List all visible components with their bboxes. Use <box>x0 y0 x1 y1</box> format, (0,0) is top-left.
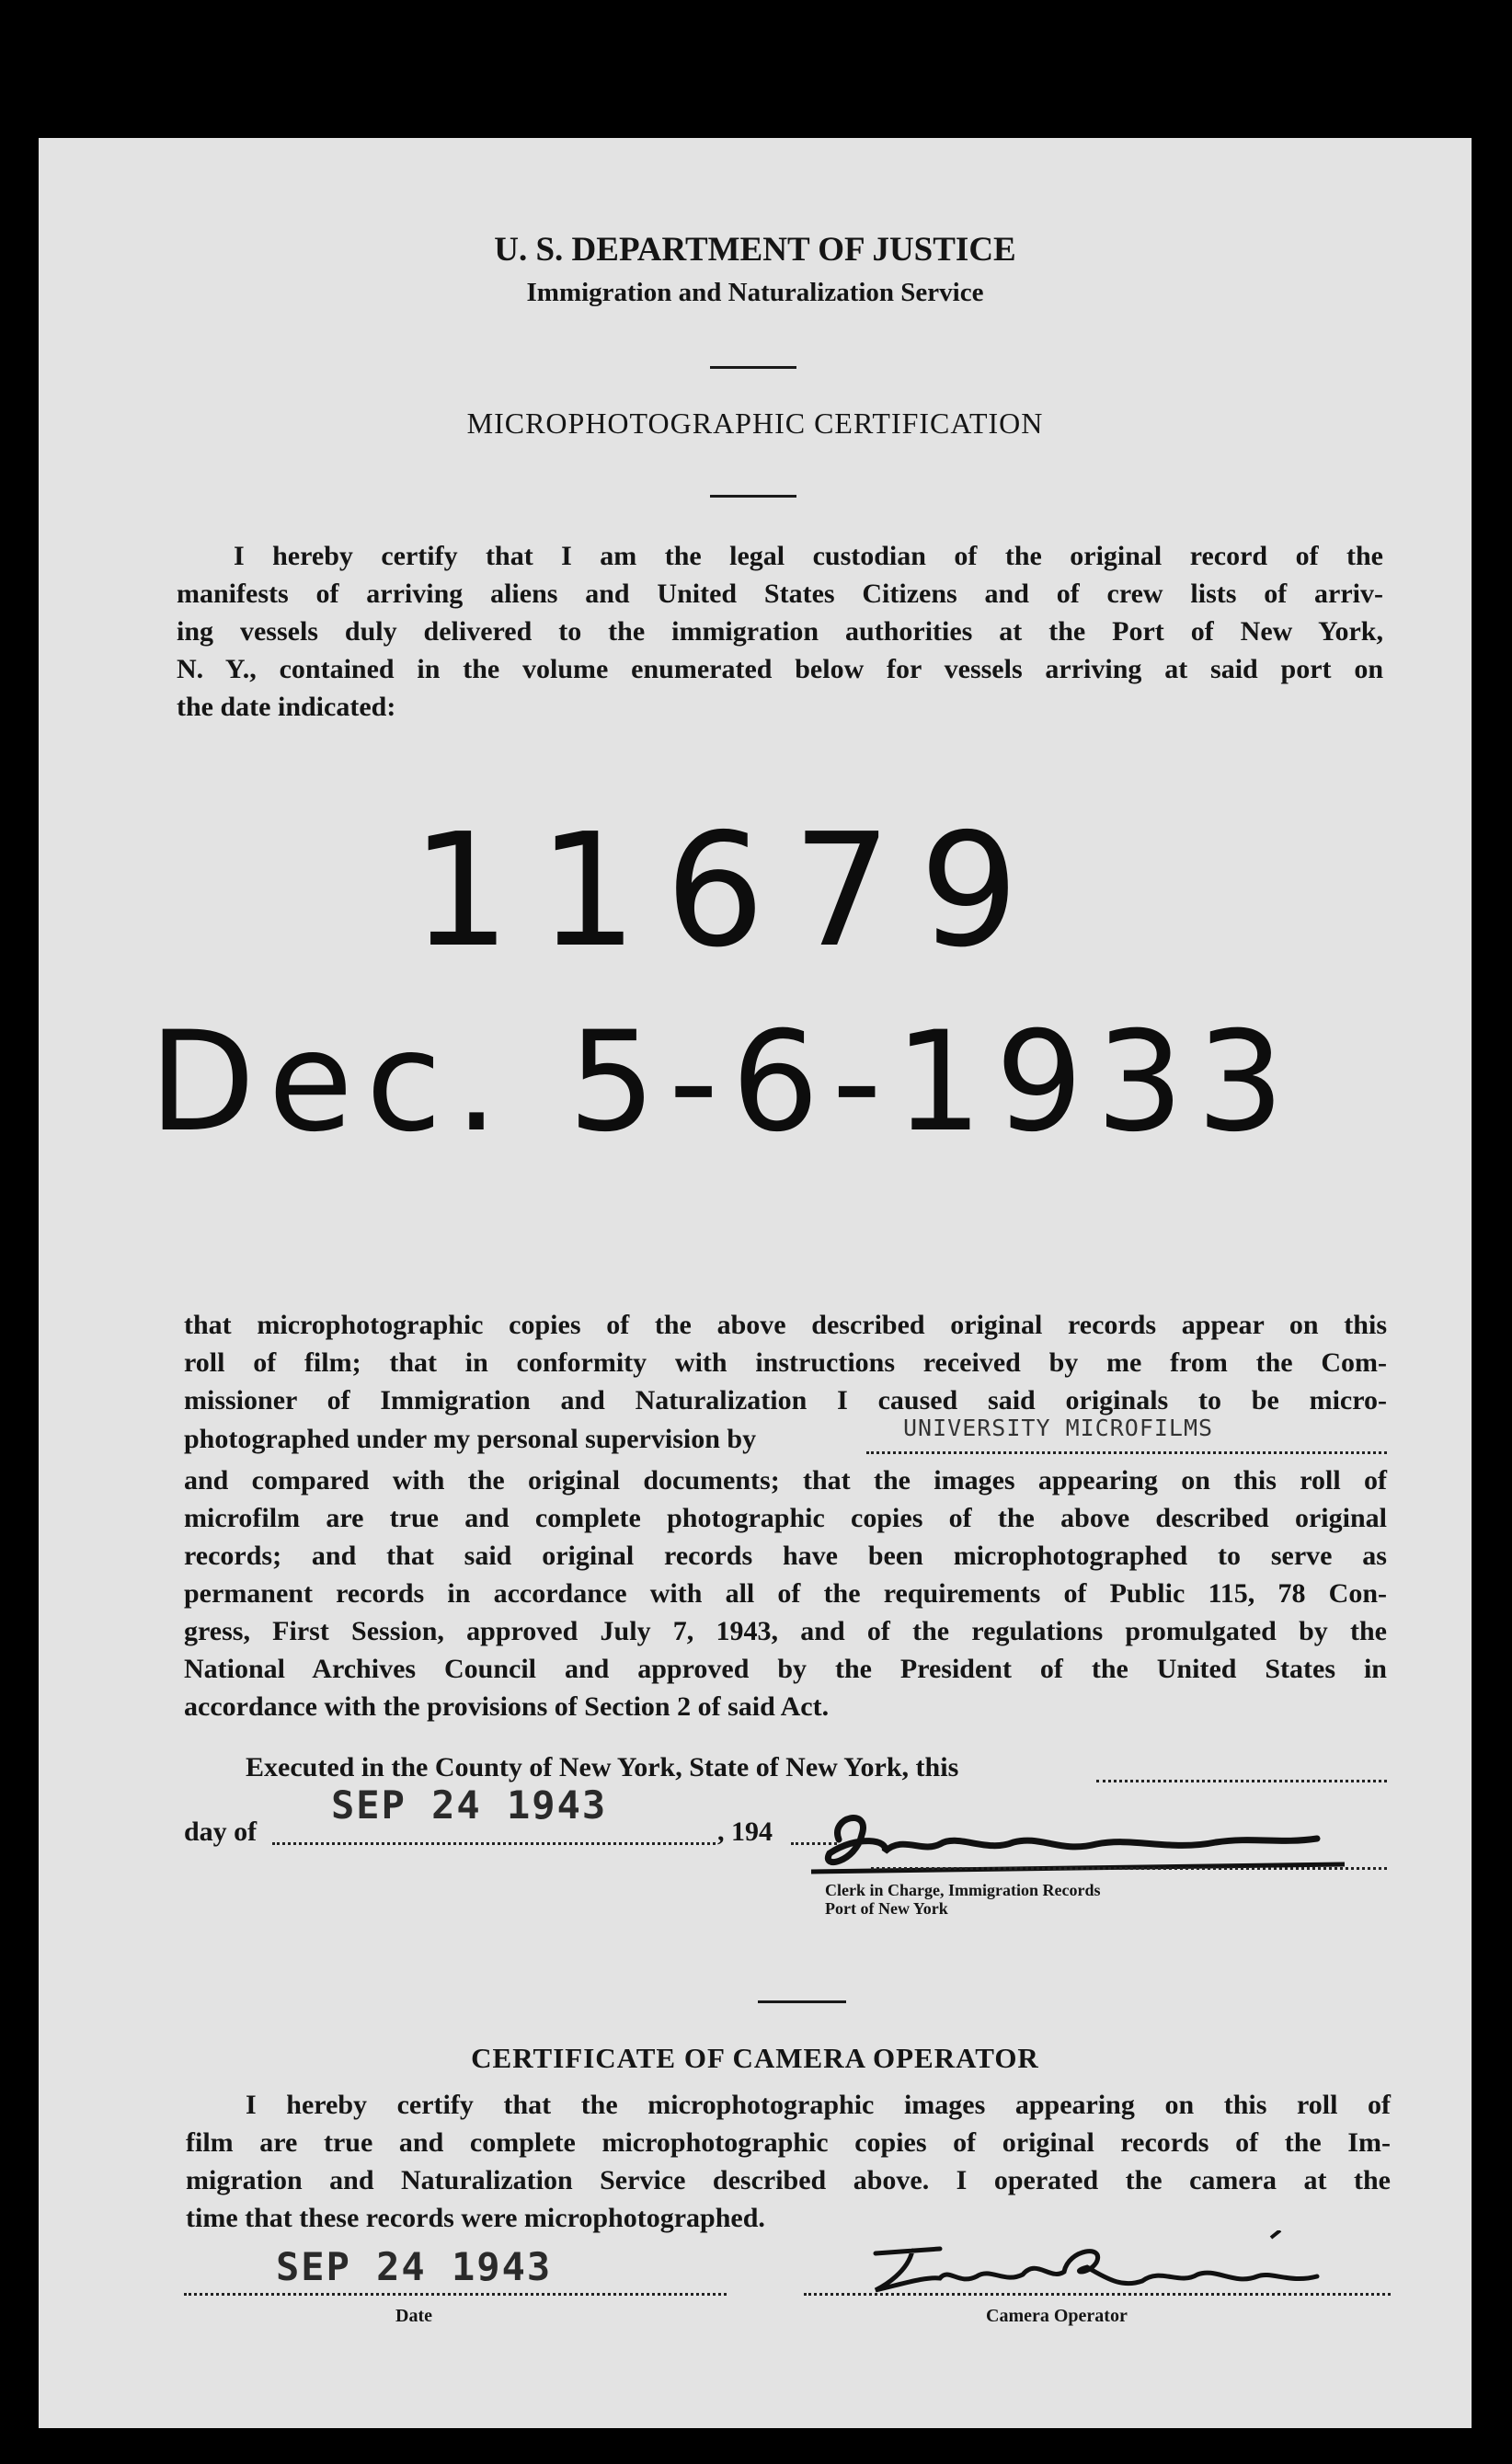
signature-line <box>871 1867 1387 1870</box>
date-stamp: SEP 24 1943 <box>331 1782 608 1828</box>
intro-paragraph <box>177 537 1383 575</box>
paragraph-line: I hereby certify that the microphotographic images appearing on this roll of <box>246 2090 1391 2120</box>
clerk-title: Clerk in Charge, Immigration Records <box>825 1881 1101 1899</box>
divider <box>710 366 796 369</box>
operator-paragraph-rest <box>186 2124 1391 2237</box>
paragraph-line: microfilm are true and complete photographic copies of the above described original <box>184 1503 1387 1533</box>
operator-date-stamp: SEP 24 1943 <box>276 2244 553 2289</box>
intro-paragraph-rest <box>177 575 1383 726</box>
camera-operator-label: Camera Operator <box>986 2306 1128 2326</box>
department-heading: U. S. DEPARTMENT OF JUSTICE <box>494 231 1016 269</box>
handwritten-date: Dec. 5-6-1933 <box>149 1003 1298 1163</box>
body-paragraph-start <box>184 1306 1387 1419</box>
camera-operator-title: CERTIFICATE OF CAMERA OPERATOR <box>471 2042 1039 2074</box>
service-subheading: Immigration and Naturalization Service <box>526 278 984 307</box>
handwritten-volume-number: 11679 <box>411 800 1047 982</box>
paragraph-line: time that these records were microphotographed. <box>186 2203 765 2233</box>
paragraph-line: roll of film; that in conformity with instructions received by me from the Com- <box>184 1347 1387 1378</box>
paragraph-line: N. Y., contained in the volume enumerated below for vessels arriving at said port on <box>177 654 1383 684</box>
execution-text: Executed in the County of New York, State of New York, this <box>246 1752 959 1782</box>
paragraph-line: records; and that said original records have been microphotographed to serve as <box>184 1541 1387 1571</box>
date-label: Date <box>395 2306 432 2326</box>
divider <box>710 495 796 498</box>
paragraph-line: permanent records in accordance with all of the requirements of Public 115, 78 Con- <box>184 1578 1387 1609</box>
paragraph-line: and compared with the original documents; that the images appearing on this roll of <box>184 1465 1387 1496</box>
paragraph-line: that microphotographic copies of the above described original records appear on this <box>184 1310 1387 1340</box>
clerk-location: Port of New York <box>825 1899 948 1918</box>
signature-line <box>804 2293 1391 2296</box>
dotted-fill-line <box>272 1842 716 1845</box>
paragraph-line: National Archives Council and approved by the President of the United States in <box>184 1654 1387 1684</box>
dotted-fill-line <box>1096 1780 1387 1782</box>
paragraph-line: ing vessels duly delivered to the immigration authorities at the Port of New York, <box>177 616 1383 647</box>
certificate-page <box>39 138 1472 2428</box>
body-paragraph-rest <box>184 1461 1387 1725</box>
dotted-fill-line <box>866 1451 1387 1454</box>
year-prefix: , 194 <box>717 1816 773 1847</box>
divider <box>758 2000 846 2003</box>
paragraph-line: film are true and complete microphotographic copies of original records of the Im- <box>186 2127 1391 2158</box>
paragraph-line: migration and Naturalization Service described above. I operated the camera at the <box>186 2165 1391 2195</box>
paragraph-line: accordance with the provisions of Section 2 of said Act. <box>184 1691 830 1722</box>
clerk-signature <box>802 1798 1354 1885</box>
day-of-label: day of <box>184 1816 258 1847</box>
paragraph-line: gress, First Session, approved July 7, 1943, and of the regulations promulgated by the <box>184 1616 1387 1646</box>
paragraph-line: manifests of arriving aliens and United States Citizens and of crew lists of arriv- <box>177 579 1383 609</box>
supervision-prefix: photographed under my personal supervision by <box>184 1424 757 1454</box>
microfilmer-name: UNIVERSITY MICROFILMS <box>903 1415 1214 1441</box>
paragraph-line: I hereby certify that I am the legal custodian of the original record of the <box>234 541 1383 571</box>
paragraph-line: missioner of Immigration and Naturalization I caused said originals to be micro- <box>184 1385 1387 1415</box>
paragraph-line: the date indicated: <box>177 692 396 722</box>
operator-paragraph <box>186 2086 1391 2124</box>
certification-title: MICROPHOTOGRAPHIC CERTIFICATION <box>466 407 1044 440</box>
date-line <box>184 2293 727 2296</box>
